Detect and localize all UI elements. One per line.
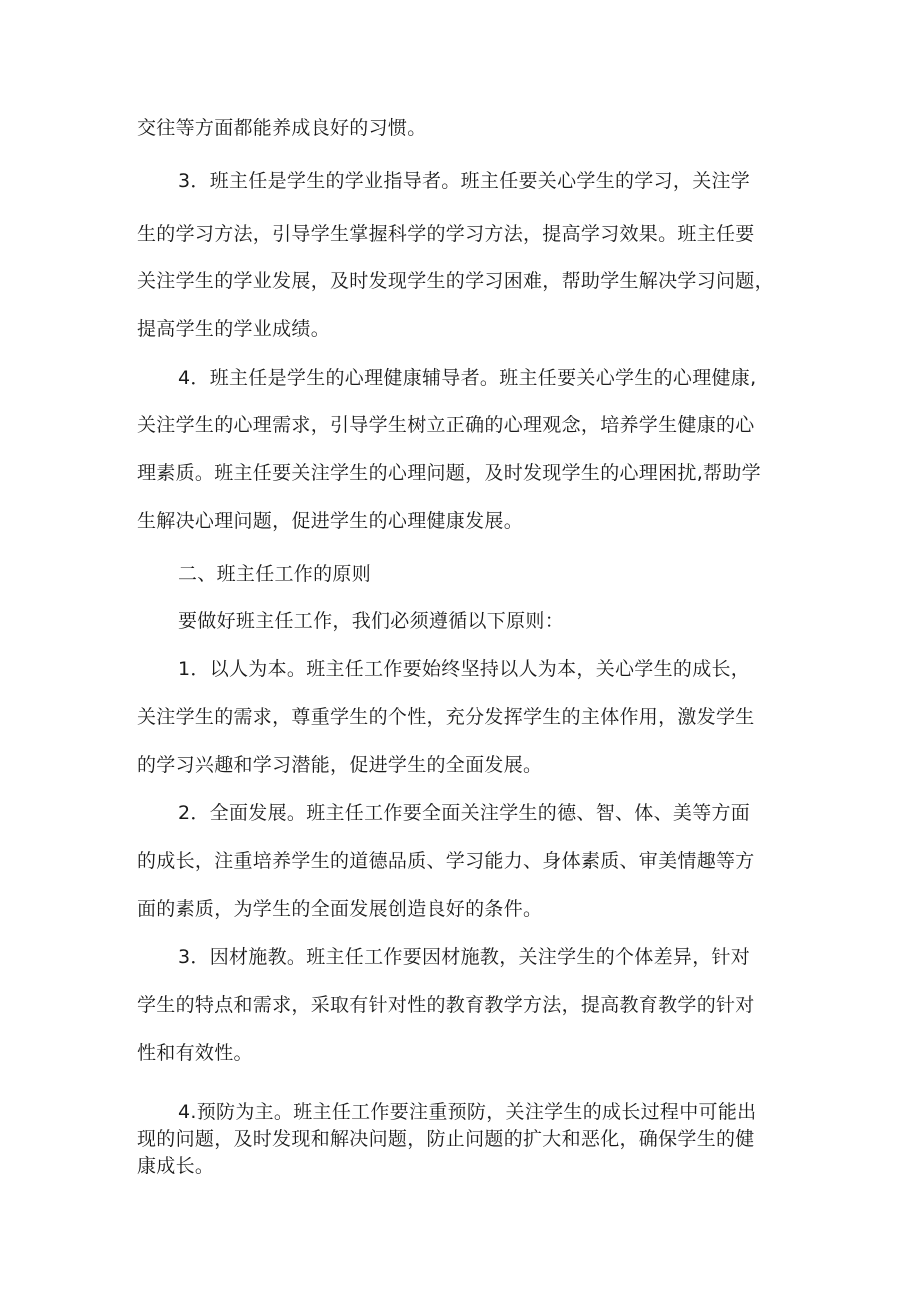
text-line: 2．全面发展。班主任工作要全面关注学生的德、智、体、美等方面	[178, 802, 751, 824]
text-line: 4.预防为主。班主任工作要注重预防，关注学生的成长过程中可能出	[178, 1101, 757, 1123]
section-heading: 二、班主任工作的原则	[178, 563, 372, 585]
text-line: 提高学生的学业成绩。	[137, 318, 331, 340]
text-line: 的成长，注重培养学生的道德品质、学习能力、身体素质、审美情趣等方	[137, 850, 755, 872]
text-line: 生解决心理问题，促进学生的心理健康发展。	[137, 510, 524, 532]
text-line: 面的素质，为学生的全面发展创造良好的条件。	[137, 898, 543, 920]
text-line: 3．因材施教。班主任工作要因材施教，关注学生的个体差异，针对	[178, 946, 751, 968]
text-line: 3．班主任是学生的学业指导者。班主任要关心学生的学习，关注学	[178, 170, 751, 192]
text-line: 学生的特点和需求，采取有针对性的教育教学方法，提高教育教学的针对	[137, 994, 755, 1016]
text-line: 理素质。班主任要关注学生的心理问题，及时发现学生的心理困扰,帮助学	[137, 462, 761, 484]
text-line: 1．以人为本。班主任工作要始终坚持以人为本，关心学生的成长，	[178, 658, 751, 680]
text-line: 关注学生的需求，尊重学生的个性，充分发挥学生的主体作用，激发学生	[137, 706, 755, 728]
text-line: 康成长。	[137, 1155, 215, 1177]
text-line: 的学习兴趣和学习潜能，促进学生的全面发展。	[137, 754, 543, 776]
text-line: 关注学生的学业发展，及时发现学生的学习困难，帮助学生解决学习问题，	[137, 270, 774, 292]
text-line: 关注学生的心理需求，引导学生树立正确的心理观念，培养学生健康的心	[137, 414, 755, 436]
text-line: 现的问题，及时发现和解决问题，防止问题的扩大和恶化，确保学生的健	[137, 1128, 755, 1150]
text-line: 性和有效性。	[137, 1042, 253, 1064]
text-line: 要做好班主任工作，我们必须遵循以下原则：	[178, 610, 565, 632]
text-line: 交往等方面都能养成良好的习惯。	[137, 117, 427, 139]
text-line: 4．班主任是学生的心理健康辅导者。班主任要关心学生的心理健康,	[178, 367, 757, 389]
text-line: 生的学习方法，引导学生掌握科学的学习方法，提高学习效果。班主任要	[137, 223, 755, 245]
